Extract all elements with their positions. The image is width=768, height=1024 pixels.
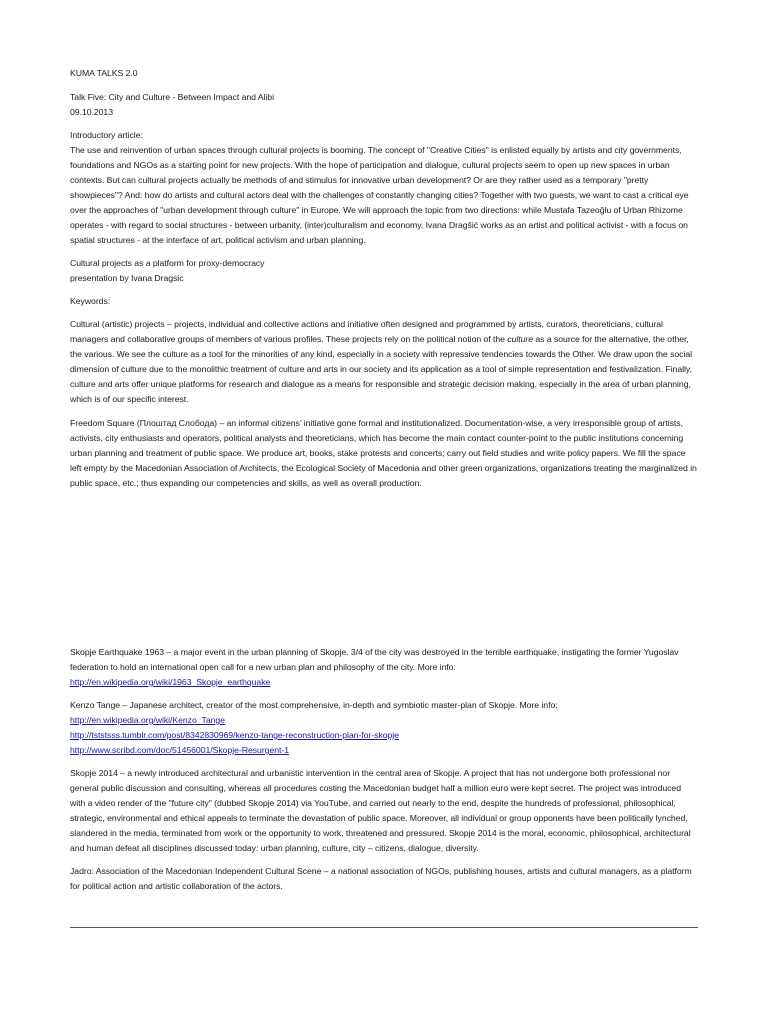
intro-text: The use and reinvention of urban spaces through cultural projects is booming. The concept of "Creative Cities" is enlisted equally by artists and city governments, foundations and NGOs as a starting point for new projects. With the hope of participation and dialogue, cultural projects seem to open up new spaces in urban contexts. But can cultural projects actually be methods of and stimulus for innovative urban development? Or are they rather used as a temporary "pretty showpieces"? And: how do artists and cultural actors deal with the challenges of constantly changing cities? Together with two guests, we want to cast a critical eye over the approaches of "urban development through culture" in Europe. We will approach the topic from two directions: while Mustafa Tazeoğlu of Urban Rhizome operates - with regard to social structures - between urbanity, (inter)culturalism and economy, Ivana Dragšić works as an artist and political activist - with a focus on spatial structures - at the interface of art, political activism and urban planning. xyxy=(70,145,689,245)
earthquake-link[interactable]: http://en.wikipedia.org/wiki/1963_Skopje_earthquake xyxy=(70,677,271,687)
talk-header xyxy=(70,90,698,120)
document-page xyxy=(70,66,698,894)
kenzo-tumblr-link[interactable]: http://tststsss.tumblr.com/post/8342830969/kenzo-tange-reconstruction-plan-for-skopje xyxy=(70,730,399,740)
earthquake-text: Skopje Earthquake 1963 – a major event in the urban planning of Skopje. 3/4 of the city was destroyed in the terrible earthquake, instigating the former Yugoslav federation to hold an international open call for a new urban plan and philosophy of the city. More info: xyxy=(70,647,679,672)
intro-label: Introductory article: xyxy=(70,130,143,140)
keywords-label: Keywords: xyxy=(70,296,111,306)
bottom-divider xyxy=(70,927,698,928)
kenzo-scribd-link[interactable]: http://www.scribd.com/doc/51456001/Skopje-Resurgent-1 xyxy=(70,745,289,755)
skopje-2014-paragraph: Skopje 2014 – a newly introduced architectural and urbanistic intervention in the central area of Skopje. A project that has not undergone both professional nor general public discussion and consulting, whereas all procedures costing the Macedonian budget half a million euro were kept secret. The project was introduced with a video render of the "future city" (dubbed Skopje 2014) via YouTube, and carried out nearly to the end, despite the hundreds of professional, philosophical, strategic, environmental and ethical appeals to terminate the devastation of public space. Moreover, all individual or group opponents have been politically lynched, slandered in the media, terminated from work or the opportunity to work, threatened and pressured. Skopje 2014 is the moral, economic, philosophical, architectural and human defeat all disciplines discussed today: urban planning, culture, city – citizens, dialogue, diversity. xyxy=(70,768,691,853)
cultural-projects-text-start: Cultural (artistic) projects – projects, individual and collective actions and initiative often designed and programmed by artists, curators, theoreticians, cultural managers and collaborative groups of members of various profiles. These projects rely on the political notion of the xyxy=(70,319,663,344)
intro-section xyxy=(70,128,698,248)
freedom-square-paragraph: Freedom Square (Плоштад Слобода) – an informal citizens’ initiative gone formal and institutionalized. Documentation-wise, a very irresponsible group of artists, activists, city enthusiasts and operators, political analysts and theoreticians, which has become the main contact counter-point to the public institutions concerning urban planning and treatment of public space. We produce art, books, stake protests and concerts; carry out field studies and write policy papers. We fill the space left empty by the Macedonian Association of Architects, the Ecological Society of Macedonia and other green organizations, organizations treating the marginalized in public space, etc.; thus expanding our competencies and skills, as well as overall production. xyxy=(70,418,697,488)
jadro-paragraph: Jadro: Association of the Macedonian Independent Cultural Scene – a national association of NGOs, publishing houses, artists and cultural managers, as a platform for political action and artistic collaboration of the actors. xyxy=(70,866,692,891)
presentation-title: Cultural projects as a platform for proxy-democracy xyxy=(70,258,265,268)
kenzo-text: Kenzo Tange – Japanese architect, creator of the most comprehensive, in-depth and symbiotic master-plan of Skopje. More info: xyxy=(70,700,558,710)
blank-space xyxy=(70,491,698,645)
earthquake-section xyxy=(70,645,698,690)
presentation-byline: presentation by Ivana Dragsic xyxy=(70,273,184,283)
cultural-projects-paragraph xyxy=(70,317,698,407)
kenzo-section xyxy=(70,698,698,758)
talk-title: Talk Five: City and Culture - Between Impact and Alibi xyxy=(70,92,274,102)
doc-title: KUMA TALKS 2.0 xyxy=(70,68,138,78)
talk-date: 09.10.2013 xyxy=(70,107,113,117)
cultural-projects-text-end: as a source for the alternative, the other, the various. We see the culture as a tool for the minorities of any kind, especially in a society with repressive tendencies towards the Other. We draw upon the social dimension of culture due to the monolithic treatment of culture and arts in our society and its application as a tool of simple representation and festivalization. Finally, culture and arts offer unique platforms for research and dialogue as a means for responsible and strategic decision making, especially in the area of urban planning, which is of our specific interest. xyxy=(70,334,692,404)
culture-emphasis: culture xyxy=(507,334,534,344)
presentation-section xyxy=(70,256,698,286)
kenzo-wikipedia-link[interactable]: http://en.wikipedia.org/wiki/Kenzo_Tange xyxy=(70,715,225,725)
